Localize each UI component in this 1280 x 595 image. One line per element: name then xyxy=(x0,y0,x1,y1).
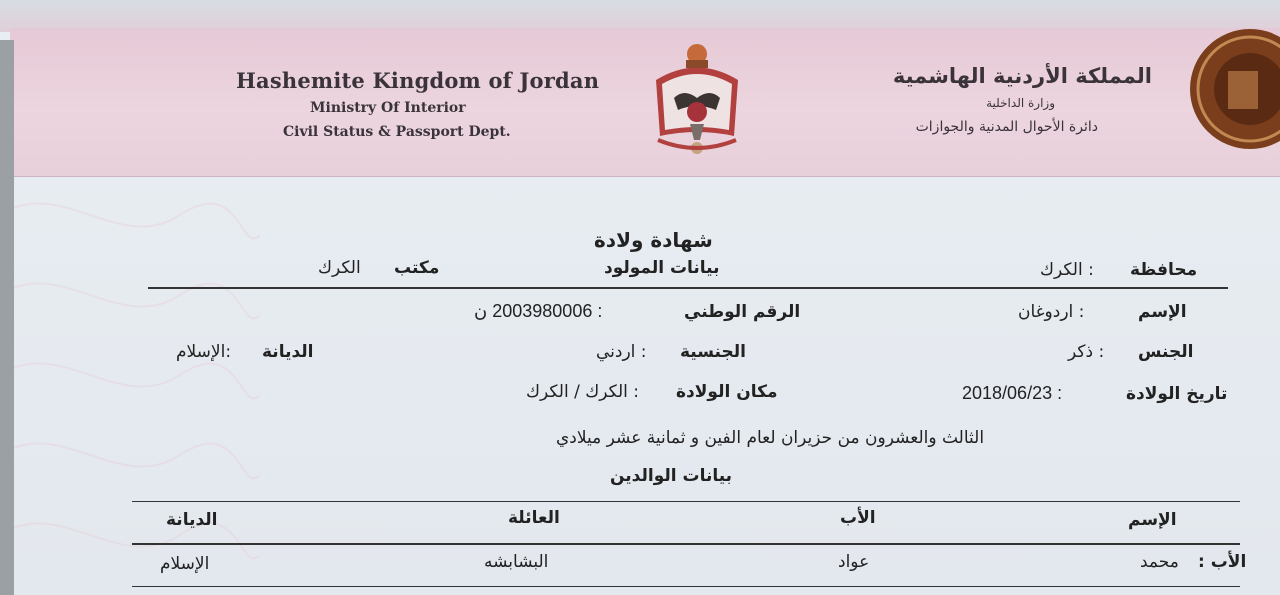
ar-department: دائرة الأحوال المدنية والجوازات xyxy=(915,119,1098,135)
gender-value: : ذكر xyxy=(1068,342,1105,362)
page-edge-shadow xyxy=(0,40,14,595)
name-label: الإسم xyxy=(1138,302,1187,322)
col-name: الإسم xyxy=(1128,510,1177,530)
father-religion: الإسلام xyxy=(160,554,210,574)
dob-value: : 2018/06/23 xyxy=(962,383,1063,403)
nationality-label: الجنسية xyxy=(680,342,746,362)
office-label: مكتب xyxy=(394,258,440,278)
ar-country-title: المملكة الأردنية الهاشمية xyxy=(892,64,1152,88)
divider-top xyxy=(148,287,1228,289)
divider-parents-top xyxy=(132,501,1240,502)
governorate-label: محافظة xyxy=(1130,260,1198,280)
certificate-title: شهادة ولادة xyxy=(594,228,713,252)
divider-parents-bottom xyxy=(132,586,1240,587)
col-religion: الديانة xyxy=(166,510,218,530)
national-id-value: : 2003980006 ن xyxy=(474,301,603,321)
parents-section-title: بيانات الوالدين xyxy=(610,466,733,486)
dob-label: تاريخ الولادة xyxy=(1126,384,1228,404)
header-band xyxy=(10,28,1280,177)
father-row-label: الأب : xyxy=(1198,552,1247,572)
birthplace-value: : الكرك / الكرك xyxy=(526,382,640,402)
dob-in-words: الثالث والعشرون من حزيران لعام الفين و ثمانية عشر ميلادي xyxy=(556,428,985,448)
col-family: العائلة xyxy=(508,508,560,528)
en-country-title: Hashemite Kingdom of Jordan xyxy=(236,68,600,93)
gender-label: الجنس xyxy=(1138,342,1194,362)
coat-of-arms-icon xyxy=(648,40,746,160)
father-family-name: البشابشه xyxy=(484,552,549,572)
office-value: الكرك xyxy=(318,258,361,278)
birthplace-label: مكان الولادة xyxy=(676,382,778,402)
official-seal-icon xyxy=(1188,15,1280,165)
religion-label: الديانة xyxy=(262,342,314,362)
col-father: الأب xyxy=(840,508,876,528)
nationality-value: : اردني xyxy=(596,342,647,362)
national-id-label: الرقم الوطني xyxy=(684,302,801,322)
en-ministry: Ministry Of Interior xyxy=(310,100,466,116)
newborn-section-title: بيانات المولود xyxy=(604,258,720,278)
divider-parents-header xyxy=(132,543,1240,545)
name-value: : اردوغان xyxy=(1018,302,1085,322)
governorate-value: : الكرك xyxy=(1040,260,1094,280)
en-department: Civil Status & Passport Dept. xyxy=(283,124,511,140)
ar-ministry: وزارة الداخلية xyxy=(986,96,1055,110)
father-father-name: عواد xyxy=(838,552,870,572)
father-name: محمد xyxy=(1140,552,1179,572)
guilloche-pattern xyxy=(0,175,260,595)
religion-value: :الإسلام xyxy=(176,342,232,362)
